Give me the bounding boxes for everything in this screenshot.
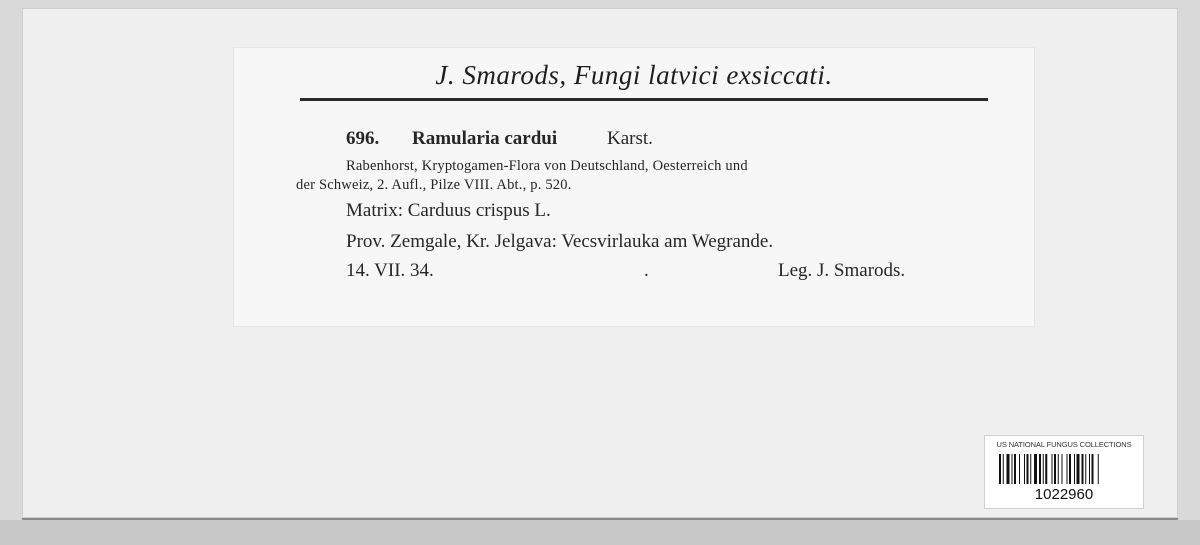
specimen-label bbox=[234, 48, 1034, 326]
barcode-stripe bbox=[1014, 454, 1016, 484]
barcode-stripe bbox=[1003, 454, 1004, 484]
barcode-label bbox=[984, 435, 1144, 509]
barcode-stripe bbox=[1077, 454, 1080, 484]
scan-bottom-edge bbox=[0, 520, 1200, 545]
barcode-stripe bbox=[1024, 454, 1025, 484]
barcode-stripe bbox=[1027, 454, 1029, 484]
species-name: Ramularia cardui bbox=[412, 128, 558, 149]
barcode-stripe bbox=[1058, 454, 1059, 484]
barcode-institution: US NATIONAL FUNGUS COLLECTIONS bbox=[996, 440, 1132, 449]
barcode-stripe bbox=[1082, 454, 1084, 484]
barcode-stripe bbox=[1089, 454, 1090, 484]
stray-dot: . bbox=[644, 260, 649, 281]
barcode-stripe bbox=[1069, 454, 1071, 484]
barcode-stripe bbox=[1012, 454, 1013, 484]
reference-line-1: Rabenhorst, Kryptogamen-Flora von Deutschland, Oesterreich und bbox=[346, 158, 748, 174]
barcode-stripe bbox=[1092, 454, 1094, 484]
barcode-stripe bbox=[1098, 454, 1099, 484]
barcode-stripe bbox=[1030, 454, 1031, 484]
barcode-stripe bbox=[1034, 454, 1037, 484]
barcode-stripe bbox=[1045, 454, 1047, 484]
barcode-stripe bbox=[1054, 454, 1056, 484]
barcode-stripe bbox=[1085, 454, 1086, 484]
barcode-stripe bbox=[1074, 454, 1075, 484]
reference-line-2: der Schweiz, 2. Aufl., Pilze VIII. Abt., p. 520. bbox=[296, 177, 572, 193]
barcode-stripe bbox=[1062, 454, 1063, 484]
barcode-stripe bbox=[1007, 454, 1010, 484]
barcode-stripe bbox=[1043, 454, 1044, 484]
locality-line: Prov. Zemgale, Kr. Jelgava: Vecsvirlauka am Wegrande. bbox=[346, 231, 774, 252]
exsiccata-number: 696. bbox=[346, 128, 380, 149]
collection-date: 14. VII. 34. bbox=[346, 260, 434, 281]
species-author: Karst. bbox=[607, 128, 653, 149]
herbarium-sheet bbox=[22, 8, 1178, 521]
barcode-stripe bbox=[1039, 454, 1041, 484]
label-header: J. Smarods, Fungi latvici exsiccati. bbox=[435, 60, 833, 90]
barcode-stripe bbox=[1019, 454, 1020, 484]
barcode-number: 1022960 bbox=[1034, 486, 1094, 503]
barcode-stripe bbox=[1067, 454, 1068, 484]
barcode-icon bbox=[999, 454, 1129, 484]
collector-line: Leg. J. Smarods. bbox=[778, 260, 906, 281]
matrix-line: Matrix: Carduus crispus L. bbox=[346, 200, 551, 221]
barcode-stripe bbox=[1052, 454, 1053, 484]
barcode-stripe bbox=[999, 454, 1001, 484]
header-rule bbox=[300, 98, 988, 101]
